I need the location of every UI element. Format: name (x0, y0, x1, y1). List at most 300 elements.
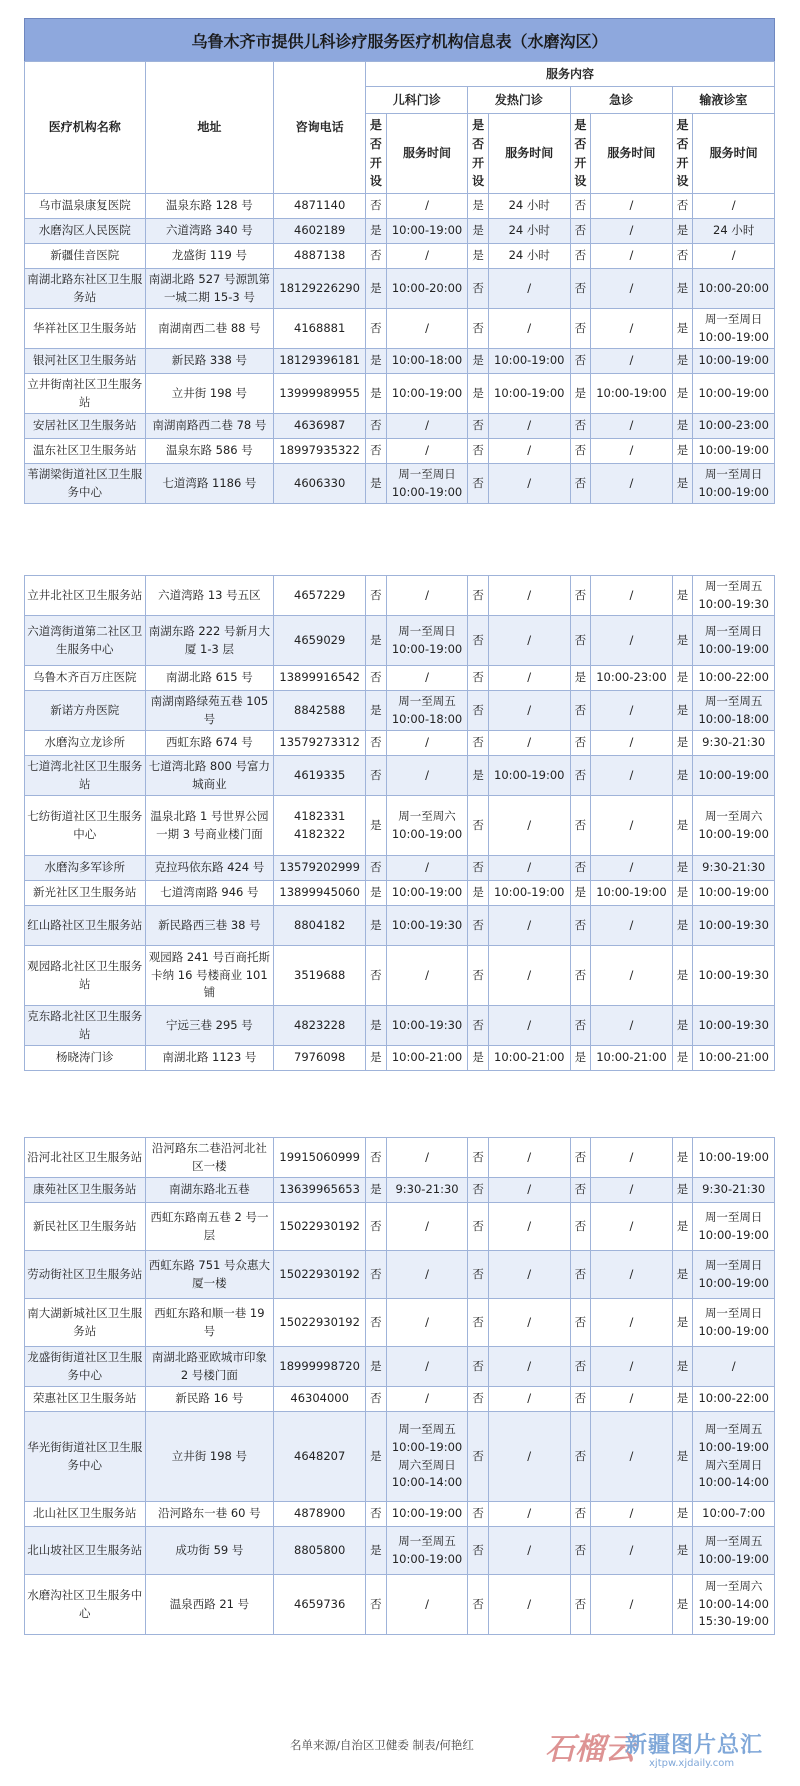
table-block-1 (24, 61, 775, 504)
cell-emergency-open: 否 (570, 906, 591, 946)
cell-pediatric-time: / (386, 1251, 468, 1299)
header-fever: 发热门诊 (468, 87, 570, 114)
cell-pediatric-open: 否 (366, 576, 387, 616)
cell-fever-open: 否 (468, 576, 489, 616)
cell-org-name: 杨晓涛门诊 (25, 1046, 146, 1071)
cell-infusion-open: 否 (672, 194, 693, 219)
cell-phone: 7976098 (274, 1046, 366, 1071)
cell-phone: 19915060999 (274, 1138, 366, 1178)
cell-phone: 3519688 (274, 946, 366, 1006)
cell-pediatric-time: 周一至周六 10:00-19:00 (386, 796, 468, 856)
cell-emergency-time: / (591, 1138, 673, 1178)
cell-emergency-open: 否 (570, 856, 591, 881)
cell-phone: 18997935322 (274, 439, 366, 464)
cell-address: 南湖北路 615 号 (145, 666, 274, 691)
cell-emergency-open: 否 (570, 464, 591, 504)
cell-emergency-time: / (591, 1412, 673, 1502)
cell-infusion-time: 10:00-19:00 (693, 1138, 775, 1178)
cell-emergency-open: 否 (570, 1178, 591, 1203)
cell-emergency-open: 否 (570, 194, 591, 219)
cell-pediatric-open: 是 (366, 374, 387, 414)
cell-address: 温泉东路 586 号 (145, 439, 274, 464)
cell-org-name: 北山坡社区卫生服务站 (25, 1527, 146, 1575)
cell-pediatric-time: 周一至周日 10:00-19:00 (386, 464, 468, 504)
cell-infusion-time: 10:00-21:00 (693, 1046, 775, 1071)
cell-infusion-time: 周一至周六 10:00-19:00 (693, 796, 775, 856)
cell-fever-open: 是 (468, 219, 489, 244)
cell-address: 南湖南西二巷 88 号 (145, 309, 274, 349)
cell-pediatric-open: 否 (366, 244, 387, 269)
cell-pediatric-time: / (386, 1138, 468, 1178)
header-services: 服务内容 (366, 62, 775, 87)
cell-infusion-open: 是 (672, 1251, 693, 1299)
cell-emergency-time: / (591, 464, 673, 504)
cell-emergency-open: 是 (570, 1046, 591, 1071)
cell-infusion-time: 周一至周日 10:00-19:00 (693, 1203, 775, 1251)
cell-emergency-time: / (591, 269, 673, 309)
cell-pediatric-open: 是 (366, 1527, 387, 1575)
cell-emergency-open: 否 (570, 349, 591, 374)
cell-infusion-open: 是 (672, 946, 693, 1006)
table-row (25, 756, 775, 796)
cell-infusion-time: 10:00-19:30 (693, 946, 775, 1006)
cell-pediatric-time: 10:00-19:30 (386, 906, 468, 946)
cell-address: 南湖北路 1123 号 (145, 1046, 274, 1071)
cell-fever-open: 是 (468, 194, 489, 219)
cell-phone: 4659029 (274, 616, 366, 666)
cell-pediatric-open: 否 (366, 1575, 387, 1635)
table-row (25, 1251, 775, 1299)
cell-address: 温泉西路 21 号 (145, 1575, 274, 1635)
cell-pediatric-open: 否 (366, 946, 387, 1006)
cell-emergency-open: 否 (570, 616, 591, 666)
cell-pediatric-time: / (386, 946, 468, 1006)
table-row (25, 349, 775, 374)
cell-address: 六道湾路 340 号 (145, 219, 274, 244)
cell-emergency-open: 否 (570, 1387, 591, 1412)
cell-address: 南湖南路绿苑五巷 105 号 (145, 691, 274, 731)
cell-fever-time: / (488, 946, 570, 1006)
cell-emergency-open: 否 (570, 1251, 591, 1299)
cell-fever-open: 否 (468, 616, 489, 666)
cell-org-name: 红山路社区卫生服务站 (25, 906, 146, 946)
cell-fever-time: / (488, 906, 570, 946)
table-row (25, 1046, 775, 1071)
table-row (25, 856, 775, 881)
cell-infusion-time: 10:00-19:00 (693, 374, 775, 414)
cell-phone: 13999989955 (274, 374, 366, 414)
cell-org-name: 七道湾北社区卫生服务站 (25, 756, 146, 796)
cell-infusion-open: 是 (672, 881, 693, 906)
cell-infusion-time: 周一至周五 10:00-19:00 周六至周日 10:00-14:00 (693, 1412, 775, 1502)
cell-infusion-time: 10:00-19:00 (693, 756, 775, 796)
cell-infusion-open: 是 (672, 269, 693, 309)
cell-address: 西虹东路 751 号众惠大厦一楼 (145, 1251, 274, 1299)
cell-emergency-open: 否 (570, 1502, 591, 1527)
cell-emergency-open: 是 (570, 881, 591, 906)
cell-fever-open: 是 (468, 881, 489, 906)
cell-fever-open: 否 (468, 464, 489, 504)
cell-pediatric-time: / (386, 1299, 468, 1347)
cell-emergency-open: 否 (570, 439, 591, 464)
cell-pediatric-open: 是 (366, 219, 387, 244)
cell-infusion-time: / (693, 1347, 775, 1387)
cell-org-name: 南湖北路东社区卫生服务站 (25, 269, 146, 309)
cell-fever-open: 否 (468, 1502, 489, 1527)
table-row (25, 1502, 775, 1527)
cell-phone: 4636987 (274, 414, 366, 439)
cell-pediatric-open: 是 (366, 906, 387, 946)
cell-pediatric-time: / (386, 576, 468, 616)
cell-pediatric-time: / (386, 1347, 468, 1387)
cell-fever-open: 否 (468, 1138, 489, 1178)
cell-phone: 13579202999 (274, 856, 366, 881)
table-row (25, 244, 775, 269)
table-row (25, 946, 775, 1006)
table-row (25, 269, 775, 309)
cell-phone: 4823228 (274, 1006, 366, 1046)
cell-fever-time: / (488, 1138, 570, 1178)
cell-infusion-open: 是 (672, 1046, 693, 1071)
cell-pediatric-open: 否 (366, 1387, 387, 1412)
cell-infusion-open: 是 (672, 349, 693, 374)
cell-org-name: 苇湖梁街道社区卫生服务中心 (25, 464, 146, 504)
cell-pediatric-time: / (386, 309, 468, 349)
cell-pediatric-time: / (386, 731, 468, 756)
cell-fever-open: 是 (468, 374, 489, 414)
cell-fever-open: 否 (468, 1527, 489, 1575)
cell-address: 南湖东路 222 号新月大厦 1-3 层 (145, 616, 274, 666)
cell-infusion-open: 是 (672, 309, 693, 349)
cell-pediatric-time: / (386, 1387, 468, 1412)
cell-emergency-time: 10:00-21:00 (591, 1046, 673, 1071)
table-row (25, 374, 775, 414)
cell-address: 六道湾路 13 号五区 (145, 576, 274, 616)
cell-pediatric-time: 10:00-19:00 (386, 881, 468, 906)
cell-org-name: 安居社区卫生服务站 (25, 414, 146, 439)
cell-fever-open: 否 (468, 1203, 489, 1251)
cell-fever-time: / (488, 1575, 570, 1635)
cell-fever-time: 24 小时 (488, 219, 570, 244)
cell-infusion-time: 周一至周五 10:00-19:00 (693, 1527, 775, 1575)
cell-emergency-open: 否 (570, 1412, 591, 1502)
header-open: 是 否 开 设 (570, 114, 591, 194)
cell-address: 七道湾北路 800 号富力城商业 (145, 756, 274, 796)
cell-infusion-open: 是 (672, 1203, 693, 1251)
cell-emergency-time: / (591, 1347, 673, 1387)
cell-emergency-time: / (591, 946, 673, 1006)
table-row (25, 439, 775, 464)
header-open: 是 否 开 设 (366, 114, 387, 194)
cell-emergency-time: / (591, 1387, 673, 1412)
cell-pediatric-time: 9:30-21:30 (386, 1178, 468, 1203)
cell-fever-time: / (488, 731, 570, 756)
table-row (25, 1006, 775, 1046)
cell-pediatric-time: 10:00-19:30 (386, 1006, 468, 1046)
cell-infusion-open: 是 (672, 1502, 693, 1527)
cell-address: 南湖南路西二巷 78 号 (145, 414, 274, 439)
cell-org-name: 康苑社区卫生服务站 (25, 1178, 146, 1203)
cell-address: 新民路 338 号 (145, 349, 274, 374)
cell-infusion-open: 是 (672, 1138, 693, 1178)
cell-fever-time: 10:00-19:00 (488, 881, 570, 906)
cell-emergency-time: / (591, 731, 673, 756)
cell-org-name: 荣惠社区卫生服务站 (25, 1387, 146, 1412)
cell-infusion-open: 否 (672, 244, 693, 269)
cell-emergency-open: 否 (570, 1347, 591, 1387)
cell-fever-open: 否 (468, 309, 489, 349)
cell-phone: 15022930192 (274, 1299, 366, 1347)
cell-address: 立井街 198 号 (145, 374, 274, 414)
cell-emergency-open: 否 (570, 244, 591, 269)
publisher-logo (545, 1718, 785, 1778)
cell-infusion-time: 周一至周五 10:00-18:00 (693, 691, 775, 731)
cell-org-name: 南大湖新城社区卫生服务站 (25, 1299, 146, 1347)
cell-phone: 15022930192 (274, 1251, 366, 1299)
cell-emergency-time: / (591, 309, 673, 349)
cell-address: 温泉北路 1 号世界公园一期 3 号商业楼门面 (145, 796, 274, 856)
table-row (25, 194, 775, 219)
cell-infusion-time: 10:00-19:00 (693, 349, 775, 374)
cell-infusion-time: 周一至周日 10:00-19:00 (693, 616, 775, 666)
cell-emergency-time: / (591, 194, 673, 219)
cell-emergency-open: 否 (570, 691, 591, 731)
cell-pediatric-open: 是 (366, 1412, 387, 1502)
cell-pediatric-open: 是 (366, 1006, 387, 1046)
cell-pediatric-time: 10:00-20:00 (386, 269, 468, 309)
cell-emergency-time: / (591, 796, 673, 856)
header-time: 服务时间 (488, 114, 570, 194)
cell-fever-time: / (488, 1502, 570, 1527)
cell-infusion-time: 10:00-22:00 (693, 1387, 775, 1412)
cell-org-name: 温东社区卫生服务站 (25, 439, 146, 464)
cell-infusion-time: 10:00-22:00 (693, 666, 775, 691)
cell-fever-time: 10:00-21:00 (488, 1046, 570, 1071)
table-row (25, 796, 775, 856)
cell-infusion-open: 是 (672, 439, 693, 464)
cell-infusion-time: 周一至周日 10:00-19:00 (693, 309, 775, 349)
cell-emergency-open: 否 (570, 1575, 591, 1635)
cell-org-name: 乌鲁木齐百万庄医院 (25, 666, 146, 691)
cell-pediatric-open: 否 (366, 1502, 387, 1527)
cell-emergency-open: 否 (570, 1299, 591, 1347)
cell-org-name: 华祥社区卫生服务站 (25, 309, 146, 349)
cell-address: 西虹东路南五巷 2 号一层 (145, 1203, 274, 1251)
cell-org-name: 北山社区卫生服务站 (25, 1502, 146, 1527)
cell-emergency-open: 否 (570, 219, 591, 244)
cell-emergency-time: / (591, 1502, 673, 1527)
cell-fever-open: 是 (468, 349, 489, 374)
cell-emergency-open: 否 (570, 1527, 591, 1575)
source-credit: 名单来源/自治区卫健委 制表/何艳红 (290, 1738, 474, 1752)
table-row (25, 1138, 775, 1178)
cell-address: 西虹东路 674 号 (145, 731, 274, 756)
cell-pediatric-open: 是 (366, 349, 387, 374)
header-open: 是 否 开 设 (672, 114, 693, 194)
cell-infusion-time: 9:30-21:30 (693, 856, 775, 881)
cell-address: 克拉玛依东路 424 号 (145, 856, 274, 881)
cell-infusion-time: 周一至周六 10:00-14:00 15:30-19:00 (693, 1575, 775, 1635)
cell-emergency-time: / (591, 1527, 673, 1575)
cell-pediatric-open: 否 (366, 1203, 387, 1251)
table-row (25, 1527, 775, 1575)
header-address: 地址 (145, 62, 274, 194)
cell-emergency-time: / (591, 1006, 673, 1046)
cell-address: 新民路西三巷 38 号 (145, 906, 274, 946)
cell-fever-time: / (488, 1178, 570, 1203)
cell-emergency-time: / (591, 219, 673, 244)
cell-infusion-time: 10:00-7:00 (693, 1502, 775, 1527)
cell-pediatric-time: 10:00-19:00 (386, 374, 468, 414)
cell-phone: 4606330 (274, 464, 366, 504)
cell-address: 七道湾南路 946 号 (145, 881, 274, 906)
cell-infusion-open: 是 (672, 576, 693, 616)
cell-pediatric-time: 周一至周五 10:00-19:00 周六至周日 10:00-14:00 (386, 1412, 468, 1502)
cell-pediatric-time: / (386, 194, 468, 219)
cell-pediatric-open: 是 (366, 269, 387, 309)
cell-address: 温泉东路 128 号 (145, 194, 274, 219)
cell-infusion-open: 是 (672, 731, 693, 756)
cell-emergency-time: / (591, 244, 673, 269)
cell-phone: 4887138 (274, 244, 366, 269)
cell-infusion-time: 9:30-21:30 (693, 1178, 775, 1203)
cell-address: 龙盛街 119 号 (145, 244, 274, 269)
table-block-3 (24, 1137, 775, 1635)
cell-org-name: 乌市温泉康复医院 (25, 194, 146, 219)
cell-fever-open: 否 (468, 1006, 489, 1046)
header-pediatric: 儿科门诊 (366, 87, 468, 114)
cell-pediatric-open: 是 (366, 1178, 387, 1203)
cell-emergency-time: / (591, 1203, 673, 1251)
cell-emergency-open: 否 (570, 1138, 591, 1178)
cell-fever-time: / (488, 1203, 570, 1251)
cell-pediatric-open: 是 (366, 796, 387, 856)
cell-pediatric-open: 是 (366, 691, 387, 731)
cell-fever-time: / (488, 796, 570, 856)
cell-pediatric-time: / (386, 1575, 468, 1635)
cell-emergency-open: 否 (570, 946, 591, 1006)
logo-url: xjtpw.xjdaily.com (649, 1758, 735, 1769)
cell-pediatric-time: / (386, 439, 468, 464)
cell-phone: 8804182 (274, 906, 366, 946)
cell-org-name: 水磨沟社区卫生服务中心 (25, 1575, 146, 1635)
cell-fever-time: / (488, 309, 570, 349)
cell-org-name: 新诺方舟医院 (25, 691, 146, 731)
cell-pediatric-open: 是 (366, 616, 387, 666)
cell-pediatric-open: 否 (366, 309, 387, 349)
cell-infusion-time: / (693, 194, 775, 219)
cell-fever-open: 否 (468, 906, 489, 946)
cell-org-name: 龙盛街街道社区卫生服务中心 (25, 1347, 146, 1387)
cell-phone: 4619335 (274, 756, 366, 796)
cell-phone: 4657229 (274, 576, 366, 616)
cell-address: 南湖北路亚欧城市印象 2 号楼门面 (145, 1347, 274, 1387)
cell-infusion-open: 是 (672, 756, 693, 796)
cell-infusion-open: 是 (672, 1006, 693, 1046)
cell-phone: 4168881 (274, 309, 366, 349)
cell-fever-open: 否 (468, 439, 489, 464)
cell-fever-time: / (488, 691, 570, 731)
cell-address: 沿河路东二巷沿河北社区一楼 (145, 1138, 274, 1178)
cell-infusion-open: 是 (672, 796, 693, 856)
cell-fever-open: 否 (468, 269, 489, 309)
cell-fever-time: / (488, 666, 570, 691)
header-time: 服务时间 (386, 114, 468, 194)
cell-emergency-time: / (591, 414, 673, 439)
cell-infusion-open: 是 (672, 1299, 693, 1347)
cell-org-name: 银河社区卫生服务站 (25, 349, 146, 374)
cell-emergency-open: 否 (570, 731, 591, 756)
cell-fever-open: 否 (468, 1178, 489, 1203)
table-row (25, 1203, 775, 1251)
cell-infusion-open: 是 (672, 1575, 693, 1635)
cell-emergency-time: / (591, 1299, 673, 1347)
cell-org-name: 立井街南社区卫生服务站 (25, 374, 146, 414)
cell-phone: 4871140 (274, 194, 366, 219)
cell-emergency-time: / (591, 756, 673, 796)
cell-fever-open: 否 (468, 946, 489, 1006)
cell-infusion-open: 是 (672, 906, 693, 946)
cell-infusion-open: 是 (672, 1387, 693, 1412)
cell-org-name: 七纺街道社区卫生服务中心 (25, 796, 146, 856)
cell-infusion-time: 10:00-23:00 (693, 414, 775, 439)
cell-fever-open: 否 (468, 691, 489, 731)
cell-address: 南湖北路 527 号源凯第一城二期 15-3 号 (145, 269, 274, 309)
cell-org-name: 华光街街道社区卫生服务中心 (25, 1412, 146, 1502)
cell-fever-time: / (488, 1347, 570, 1387)
cell-emergency-time: / (591, 856, 673, 881)
cell-infusion-open: 是 (672, 374, 693, 414)
header-infusion: 输液诊室 (672, 87, 774, 114)
cell-fever-time: / (488, 1006, 570, 1046)
table-row (25, 309, 775, 349)
cell-fever-open: 否 (468, 666, 489, 691)
cell-pediatric-time: 周一至周日 10:00-19:00 (386, 616, 468, 666)
cell-address: 新民路 16 号 (145, 1387, 274, 1412)
cell-phone: 18129226290 (274, 269, 366, 309)
cell-pediatric-time: 10:00-18:00 (386, 349, 468, 374)
table-block-2 (24, 575, 775, 1071)
cell-phone: 4878900 (274, 1502, 366, 1527)
cell-infusion-time: 10:00-20:00 (693, 269, 775, 309)
cell-infusion-time: 10:00-19:30 (693, 1006, 775, 1046)
cell-fever-time: 10:00-19:00 (488, 374, 570, 414)
table-row (25, 219, 775, 244)
cell-fever-open: 是 (468, 244, 489, 269)
cell-pediatric-open: 是 (366, 881, 387, 906)
cell-address: 立井街 198 号 (145, 1412, 274, 1502)
cell-emergency-time: / (591, 1575, 673, 1635)
cell-emergency-open: 是 (570, 666, 591, 691)
table-row (25, 731, 775, 756)
cell-org-name: 水磨沟区人民医院 (25, 219, 146, 244)
logo-brand: 新疆图片总汇 (625, 1733, 764, 1758)
header-name: 医疗机构名称 (25, 62, 146, 194)
cell-infusion-open: 是 (672, 414, 693, 439)
cell-pediatric-open: 否 (366, 439, 387, 464)
cell-pediatric-time: / (386, 756, 468, 796)
cell-pediatric-time: / (386, 244, 468, 269)
cell-emergency-open: 是 (570, 374, 591, 414)
cell-address: 南湖东路北五巷 (145, 1178, 274, 1203)
cell-fever-time: / (488, 1299, 570, 1347)
cell-fever-time: / (488, 414, 570, 439)
cell-address: 沿河路东一巷 60 号 (145, 1502, 274, 1527)
cell-emergency-open: 否 (570, 1006, 591, 1046)
cell-pediatric-open: 是 (366, 1347, 387, 1387)
cell-emergency-open: 否 (570, 309, 591, 349)
cell-phone: 13899945060 (274, 881, 366, 906)
